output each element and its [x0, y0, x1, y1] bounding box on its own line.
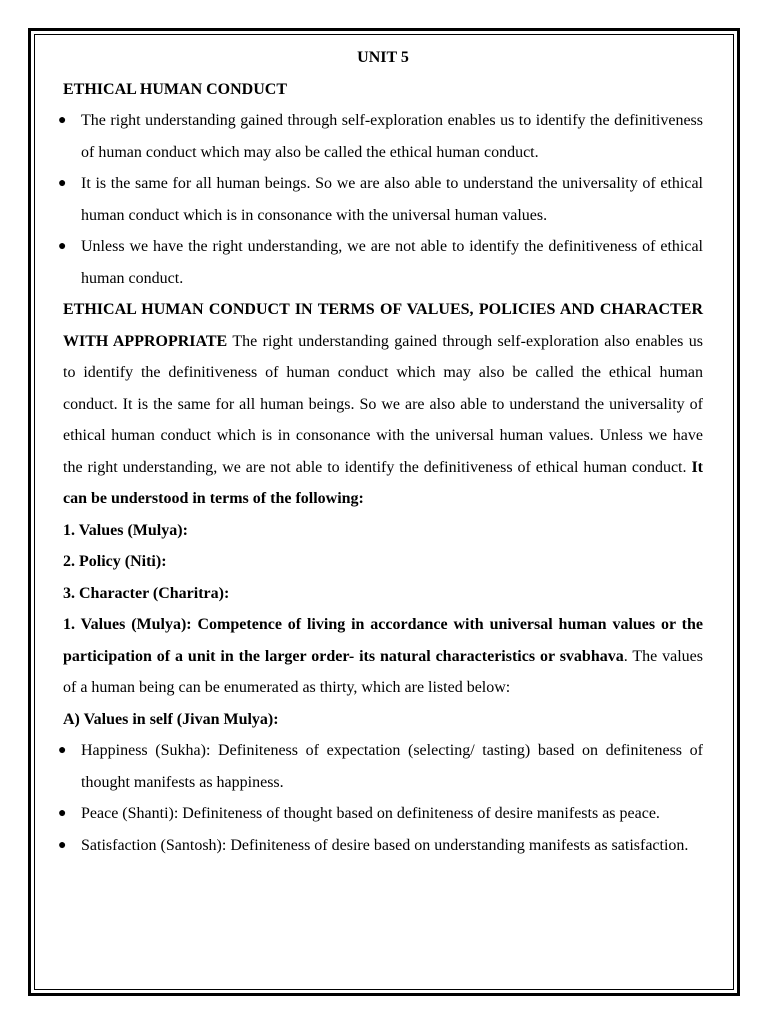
list-item-character: 3. Character (Charitra): — [63, 584, 230, 602]
unit-title: UNIT 5 — [357, 49, 409, 66]
paragraph-text: The right understanding gained through self-exploration also enables us to identify the definitiveness of human conduct which may also be called the ethical human conduct. It is the same for all human beings. So we are also able to understand the universality of ethical human conduct which is in consonance with the universal human values. Unless we have the right understanding, we are not able to identify the definitiveness of ethical human conduct. — [63, 332, 703, 476]
section-heading: ETHICAL HUMAN CONDUCT — [63, 80, 288, 98]
list-item-policy: 2. Policy (Niti): — [63, 553, 167, 570]
document-body — [58, 42, 704, 861]
bullet-icon: ● — [58, 176, 67, 191]
bullet-icon: ● — [58, 239, 67, 254]
bullet-item: ● The right understanding gained through self-exploration enables us to identify the definitiveness of human conduct which may also be called the ethical human conduct. — [63, 105, 703, 168]
bullet-icon: ● — [58, 113, 67, 128]
bullet-item: ● Satisfaction (Santosh): Definiteness of desire based on understanding manifests as satisfaction. — [63, 830, 703, 862]
paragraph-text: . The values of a human being can be enumerated as thirty, which are listed below: — [63, 647, 704, 696]
bullet-item: ● It is the same for all human beings. So we are also able to understand the universality of ethical human conduct which is in consonance with the universal human values. — [63, 168, 703, 231]
bullet-item: ● Happiness (Sukha): Definiteness of expectation (selecting/ tasting) based on definiteness of thought manifests as happiness. — [63, 735, 703, 798]
subheading-values-in-self: A) Values in self (Jivan Mulya): — [63, 710, 279, 728]
bullet-icon: ● — [58, 837, 67, 853]
bullet-icon: ● — [58, 743, 67, 758]
bullet-icon: ● — [58, 806, 67, 821]
bullet-item: ● Unless we have the right understanding, we are not able to identify the definitiveness of ethical human conduct. — [63, 231, 703, 294]
paragraph-ethical-conduct — [63, 294, 703, 515]
paragraph-bold-lead: 1. Values (Mulya): Competence of living in accordance with universal human values or the participation of a unit in the larger order- its natural characteristics or svabhava — [63, 616, 703, 665]
paragraph-values — [63, 609, 703, 704]
paragraph-bold-tail: It can be understood in terms of the following: — [63, 458, 703, 507]
list-item-values: 1. Values (Mulya): — [63, 521, 188, 539]
paragraph-bold-lead: ETHICAL HUMAN CONDUCT IN TERMS OF VALUES, POLICIES AND CHARACTER WITH APPROPRIATE — [63, 301, 703, 350]
bullet-list-intro — [58, 105, 703, 294]
bullet-list-values — [58, 735, 703, 861]
bullet-item: ● Peace (Shanti): Definiteness of thought based on definiteness of desire manifests as peace. — [63, 798, 703, 830]
